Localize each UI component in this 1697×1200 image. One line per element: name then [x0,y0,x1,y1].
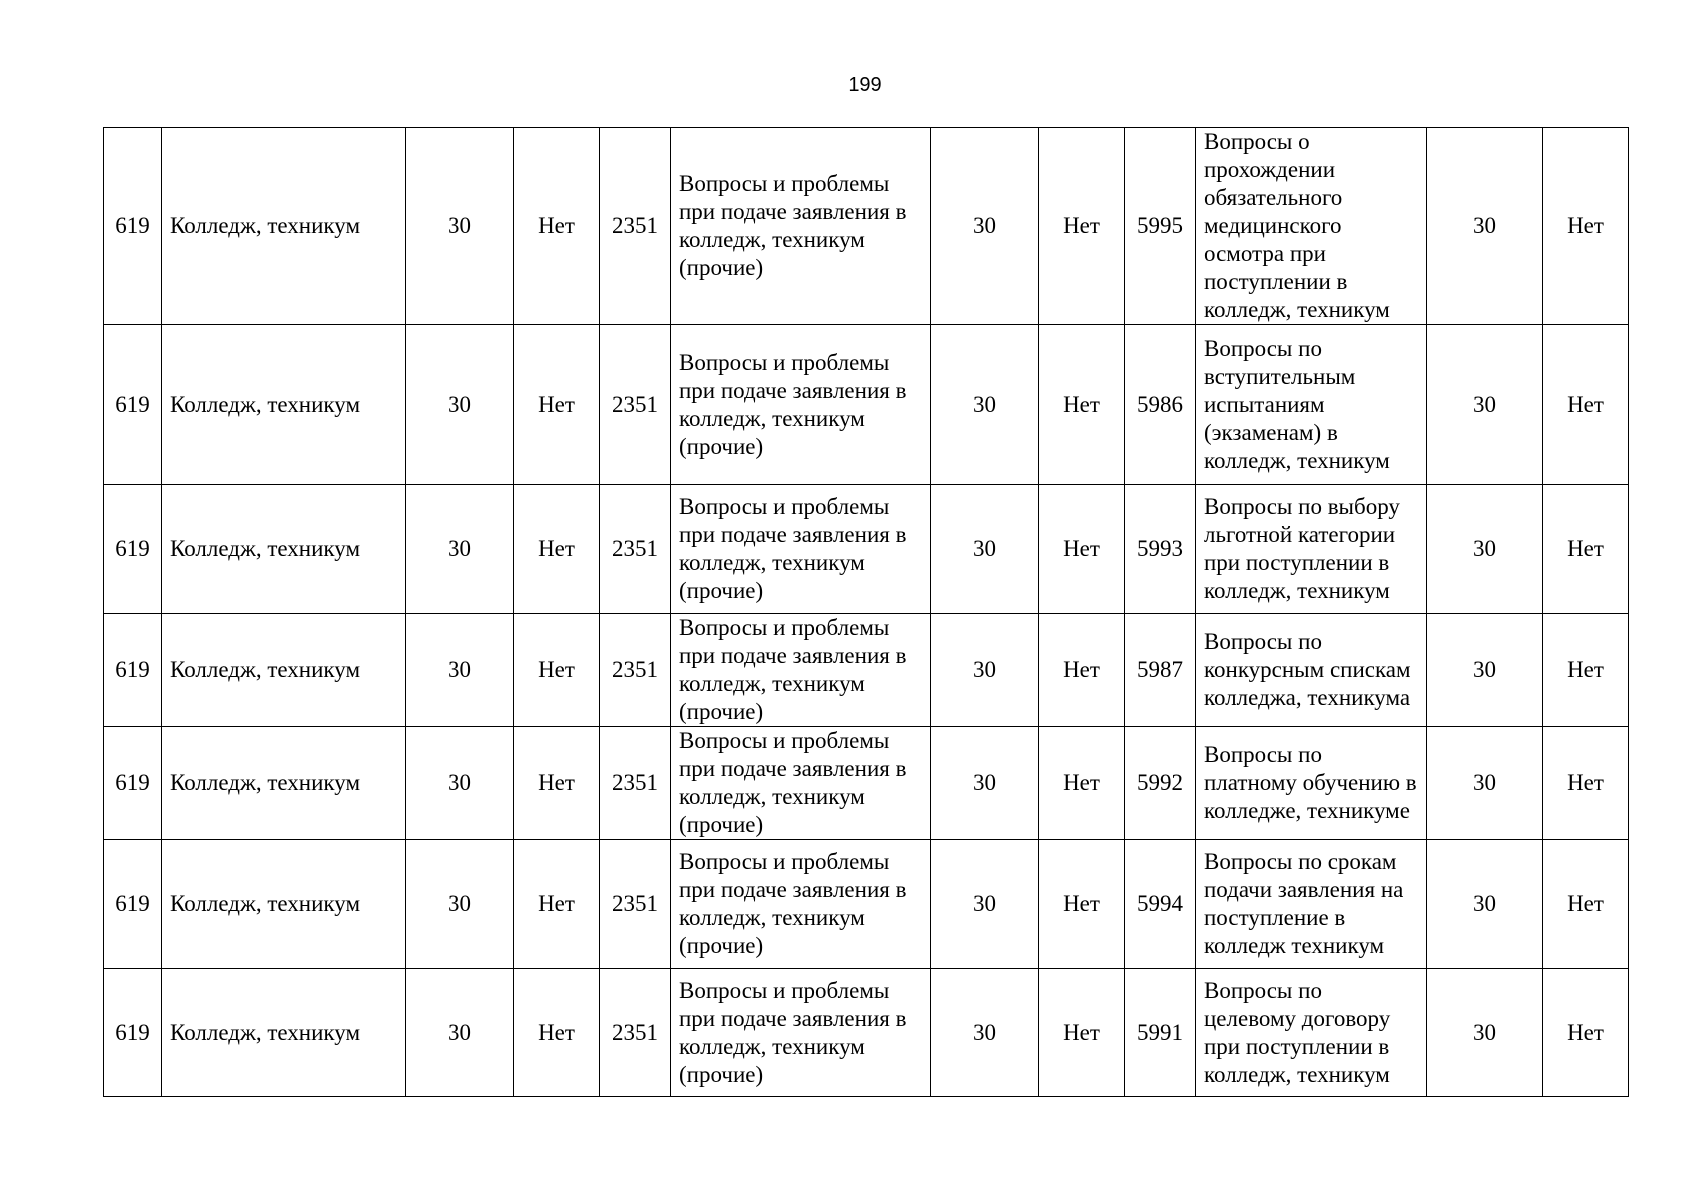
cell-topic-days: 30 [931,485,1039,614]
cell-topic-code: 2351 [600,727,671,840]
cell-subtopic-code: 5986 [1125,325,1196,485]
cell-topic-days: 30 [931,969,1039,1097]
cell-topic-flag: Нет [1039,727,1125,840]
cell-topic-flag: Нет [1039,128,1125,325]
cell-days: 30 [406,969,514,1097]
cell-code: 619 [104,325,162,485]
cell-flag: Нет [514,727,600,840]
cell-topic-flag: Нет [1039,325,1125,485]
table-row [104,969,1629,1097]
cell-subtopic-flag: Нет [1543,969,1629,1097]
cell-topic-days: 30 [931,727,1039,840]
cell-subtopic-flag: Нет [1543,840,1629,969]
cell-code: 619 [104,969,162,1097]
cell-subtopic-flag: Нет [1543,325,1629,485]
cell-subtopic-flag: Нет [1543,485,1629,614]
cell-topic-code: 2351 [600,840,671,969]
cell-flag: Нет [514,840,600,969]
cell-topic-code: 2351 [600,325,671,485]
cell-topic: Вопросы и проблемы при подаче заявления в колледж, техникум (прочие) [671,727,931,840]
cell-topic-days: 30 [931,840,1039,969]
page-number: 199 [848,74,882,96]
cell-category: Колледж, техникум [162,840,406,969]
cell-topic: Вопросы и проблемы при подаче заявления в колледж, техникум (прочие) [671,325,931,485]
cell-subtopic-days: 30 [1427,840,1543,969]
cell-subtopic-days: 30 [1427,614,1543,727]
cell-topic-code: 2351 [600,485,671,614]
cell-days: 30 [406,485,514,614]
cell-topic-flag: Нет [1039,840,1125,969]
cell-subtopic-days: 30 [1427,325,1543,485]
cell-topic-days: 30 [931,325,1039,485]
cell-topic-code: 2351 [600,128,671,325]
cell-topic: Вопросы и проблемы при подаче заявления в колледж, техникум (прочие) [671,485,931,614]
cell-subtopic: Вопросы по выбору льготной категории при поступлении в колледж, техникум [1196,485,1427,614]
cell-days: 30 [406,325,514,485]
cell-code: 619 [104,485,162,614]
table-row [104,840,1629,969]
table-row [104,128,1629,325]
cell-subtopic-code: 5991 [1125,969,1196,1097]
cell-topic-flag: Нет [1039,969,1125,1097]
cell-topic: Вопросы и проблемы при подаче заявления в колледж, техникум (прочие) [671,128,931,325]
cell-topic: Вопросы и проблемы при подаче заявления в колледж, техникум (прочие) [671,840,931,969]
cell-subtopic-days: 30 [1427,969,1543,1097]
cell-subtopic-flag: Нет [1543,614,1629,727]
cell-topic-flag: Нет [1039,614,1125,727]
cell-category: Колледж, техникум [162,325,406,485]
cell-subtopic-code: 5993 [1125,485,1196,614]
cell-days: 30 [406,614,514,727]
cell-topic-days: 30 [931,128,1039,325]
cell-subtopic-code: 5994 [1125,840,1196,969]
cell-subtopic: Вопросы по вступительным испытаниям (экзаменам) в колледж, техникум [1196,325,1427,485]
cell-days: 30 [406,128,514,325]
cell-category: Колледж, техникум [162,614,406,727]
cell-subtopic: Вопросы по конкурсным спискам колледжа, техникума [1196,614,1427,727]
cell-subtopic: Вопросы по платному обучению в колледже, техникуме [1196,727,1427,840]
cell-days: 30 [406,727,514,840]
cell-category: Колледж, техникум [162,128,406,325]
cell-subtopic-days: 30 [1427,727,1543,840]
table-row [104,325,1629,485]
cell-subtopic-code: 5987 [1125,614,1196,727]
table-body [104,128,1629,1097]
cell-days: 30 [406,840,514,969]
cell-subtopic-code: 5992 [1125,727,1196,840]
cell-flag: Нет [514,128,600,325]
table-row [104,485,1629,614]
data-table [103,127,1629,1097]
cell-category: Колледж, техникум [162,727,406,840]
cell-category: Колледж, техникум [162,485,406,614]
cell-flag: Нет [514,614,600,727]
cell-topic-days: 30 [931,614,1039,727]
table-row [104,614,1629,727]
cell-topic-code: 2351 [600,614,671,727]
cell-topic-flag: Нет [1039,485,1125,614]
cell-subtopic: Вопросы по срокам подачи заявления на поступление в колледж техникум [1196,840,1427,969]
cell-subtopic-flag: Нет [1543,727,1629,840]
cell-topic: Вопросы и проблемы при подаче заявления в колледж, техникум (прочие) [671,614,931,727]
cell-code: 619 [104,727,162,840]
table-row [104,727,1629,840]
cell-category: Колледж, техникум [162,969,406,1097]
cell-code: 619 [104,614,162,727]
cell-subtopic: Вопросы по целевому договору при поступлении в колледж, техникум [1196,969,1427,1097]
cell-subtopic-days: 30 [1427,128,1543,325]
cell-code: 619 [104,128,162,325]
cell-topic: Вопросы и проблемы при подаче заявления в колледж, техникум (прочие) [671,969,931,1097]
cell-subtopic-flag: Нет [1543,128,1629,325]
cell-code: 619 [104,840,162,969]
cell-flag: Нет [514,485,600,614]
cell-flag: Нет [514,325,600,485]
cell-subtopic-days: 30 [1427,485,1543,614]
cell-topic-code: 2351 [600,969,671,1097]
cell-subtopic: Вопросы о прохождении обязательного медицинского осмотра при поступлении в колледж, техникум [1196,128,1427,325]
cell-flag: Нет [514,969,600,1097]
cell-subtopic-code: 5995 [1125,128,1196,325]
